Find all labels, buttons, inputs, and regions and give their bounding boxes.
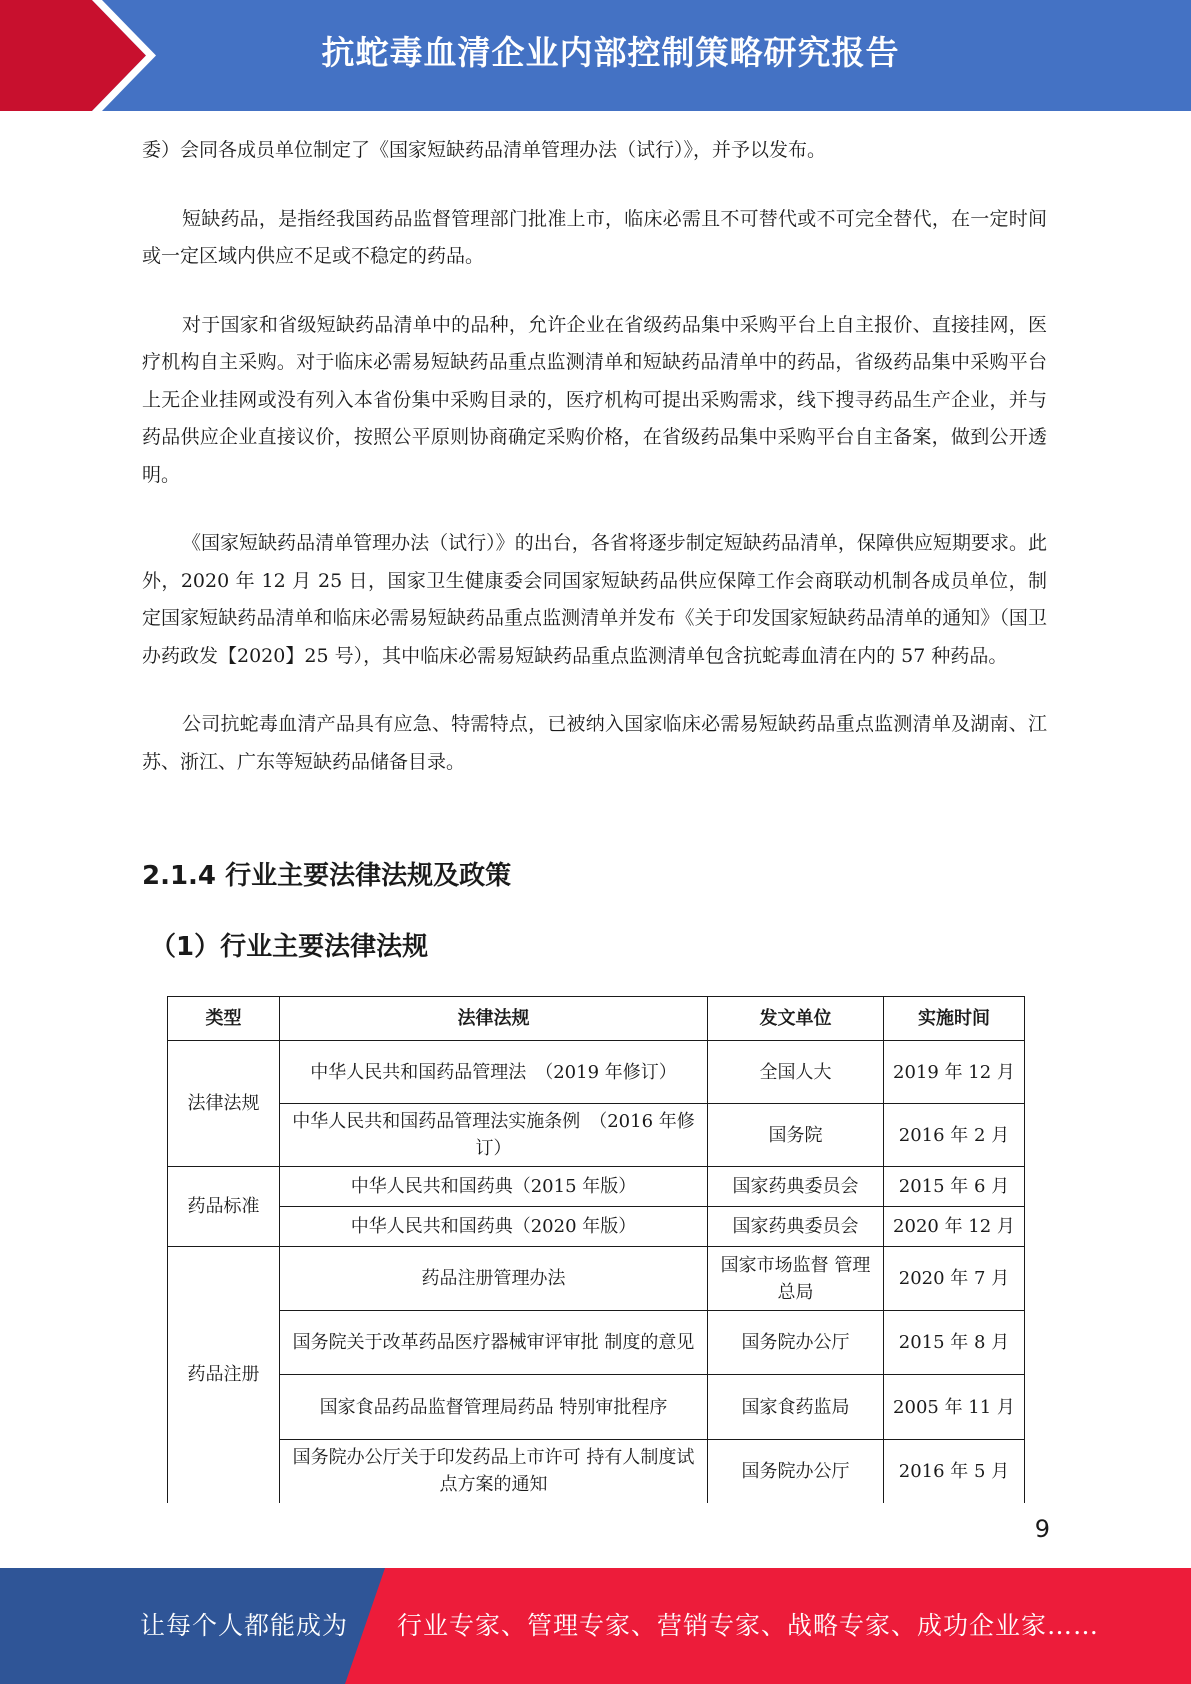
date-cell: 2015 年 6 月 — [884, 1167, 1025, 1207]
table-row — [168, 1207, 1025, 1247]
report-title: 抗蛇毒血清企业内部控制策略研究报告 — [321, 33, 900, 72]
column-header-law: 法律法规 — [280, 997, 708, 1041]
paragraph: 委）会同各成员单位制定了《国家短缺药品清单管理办法（试行）》，并予以发布。 — [142, 139, 827, 161]
table-row — [168, 1167, 1025, 1207]
table-row — [168, 1440, 1025, 1503]
page-header — [0, 0, 1191, 111]
issuer-cell: 国务院办公厅 — [708, 1311, 884, 1375]
type-cell: 法律法规 — [168, 1041, 280, 1167]
date-cell: 2016 年 2 月 — [884, 1104, 1025, 1167]
type-cell: 药品注册 — [168, 1247, 280, 1503]
date-cell: 2020 年 7 月 — [884, 1247, 1025, 1311]
issuer-cell: 国家食药监局 — [708, 1375, 884, 1440]
laws-table — [167, 996, 1025, 1503]
issuer-cell: 国家药典委员会 — [708, 1207, 884, 1247]
law-cell: 药品注册管理办法 — [280, 1247, 708, 1311]
date-cell: 2020 年 12 月 — [884, 1207, 1025, 1247]
law-cell: 国务院办公厅关于印发药品上市许可 持有人制度试点方案的通知 — [280, 1440, 708, 1503]
section-heading: 2.1.4 行业主要法律法规及政策 — [142, 861, 512, 891]
paragraph: 《国家短缺药品清单管理办法（试行）》的出台，各省将逐步制定短缺药品清单，保障供应短期要求。此外，2020 年 12 月 25 日，国家卫生健康委会同国家短缺药品供应保障工作会商联动机制各成员单位，制定国家短缺药品清单和临床必需易短缺药品重点监测清单并发布《关于印发国家短缺药品清单的通知》（国卫办药政发【2020】25 号），其中临床必需易短缺药品重点监测清单包含抗蛇毒血清在内的 57 种药品。 — [142, 532, 1047, 667]
law-cell: 中华人民共和国药典（2020 年版） — [280, 1207, 708, 1247]
date-cell: 2019 年 12 月 — [884, 1041, 1025, 1104]
paragraph: 短缺药品，是指经我国药品监督管理部门批准上市，临床必需且不可替代或不可完全替代，在一定时间或一定区域内供应不足或不稳定的药品。 — [142, 207, 1047, 267]
table-header-row — [168, 997, 1025, 1041]
column-header-issuer: 发文单位 — [708, 997, 884, 1041]
page-number: 9 — [1034, 1515, 1050, 1543]
issuer-cell: 国务院办公厅 — [708, 1440, 884, 1503]
column-header-date: 实施时间 — [884, 997, 1025, 1041]
law-cell: 国家食品药品监督管理局药品 特别审批程序 — [280, 1375, 708, 1440]
table-row — [168, 1104, 1025, 1167]
type-cell: 药品标准 — [168, 1167, 280, 1247]
page-footer — [0, 1568, 1191, 1684]
body-text — [142, 132, 1047, 781]
law-cell: 中华人民共和国药典（2015 年版） — [280, 1167, 708, 1207]
subsection-heading: （1）行业主要法律法规 — [150, 932, 429, 962]
issuer-cell: 国务院 — [708, 1104, 884, 1167]
table-row — [168, 1311, 1025, 1375]
table-row — [168, 1375, 1025, 1440]
date-cell: 2005 年 11 月 — [884, 1375, 1025, 1440]
footer-slogan-right: 行业专家、管理专家、营销专家、战略专家、成功企业家…… — [397, 1611, 1100, 1640]
table-row — [168, 1041, 1025, 1104]
law-cell: 中华人民共和国药品管理法 （2019 年修订） — [280, 1041, 708, 1104]
date-cell: 2016 年 5 月 — [884, 1440, 1025, 1503]
footer-slogan-left: 让每个人都能成为 — [140, 1611, 349, 1640]
paragraph: 对于国家和省级短缺药品清单中的品种，允许企业在省级药品集中采购平台上自主报价、直接挂网，医疗机构自主采购。对于临床必需易短缺药品重点监测清单和短缺药品清单中的药品，省级药品集中采购平台上无企业挂网或没有列入本省份集中采购目录的，医疗机构可提出采购需求，线下搜寻药品生产企业，并与药品供应企业直接议价，按照公平原则协商确定采购价格，在省级药品集中采购平台自主备案，做到公开透明。 — [142, 313, 1047, 486]
table-row — [168, 1247, 1025, 1311]
law-cell: 中华人民共和国药品管理法实施条例 （2016 年修订） — [280, 1104, 708, 1167]
paragraph: 公司抗蛇毒血清产品具有应急、特需特点，已被纳入国家临床必需易短缺药品重点监测清单及湖南、江苏、浙江、广东等短缺药品储备目录。 — [142, 713, 1047, 773]
issuer-cell: 国家药典委员会 — [708, 1167, 884, 1207]
issuer-cell: 全国人大 — [708, 1041, 884, 1104]
column-header-type: 类型 — [168, 997, 280, 1041]
law-cell: 国务院关于改革药品医疗器械审评审批 制度的意见 — [280, 1311, 708, 1375]
issuer-cell: 国家市场监督 管理总局 — [708, 1247, 884, 1311]
date-cell: 2015 年 8 月 — [884, 1311, 1025, 1375]
